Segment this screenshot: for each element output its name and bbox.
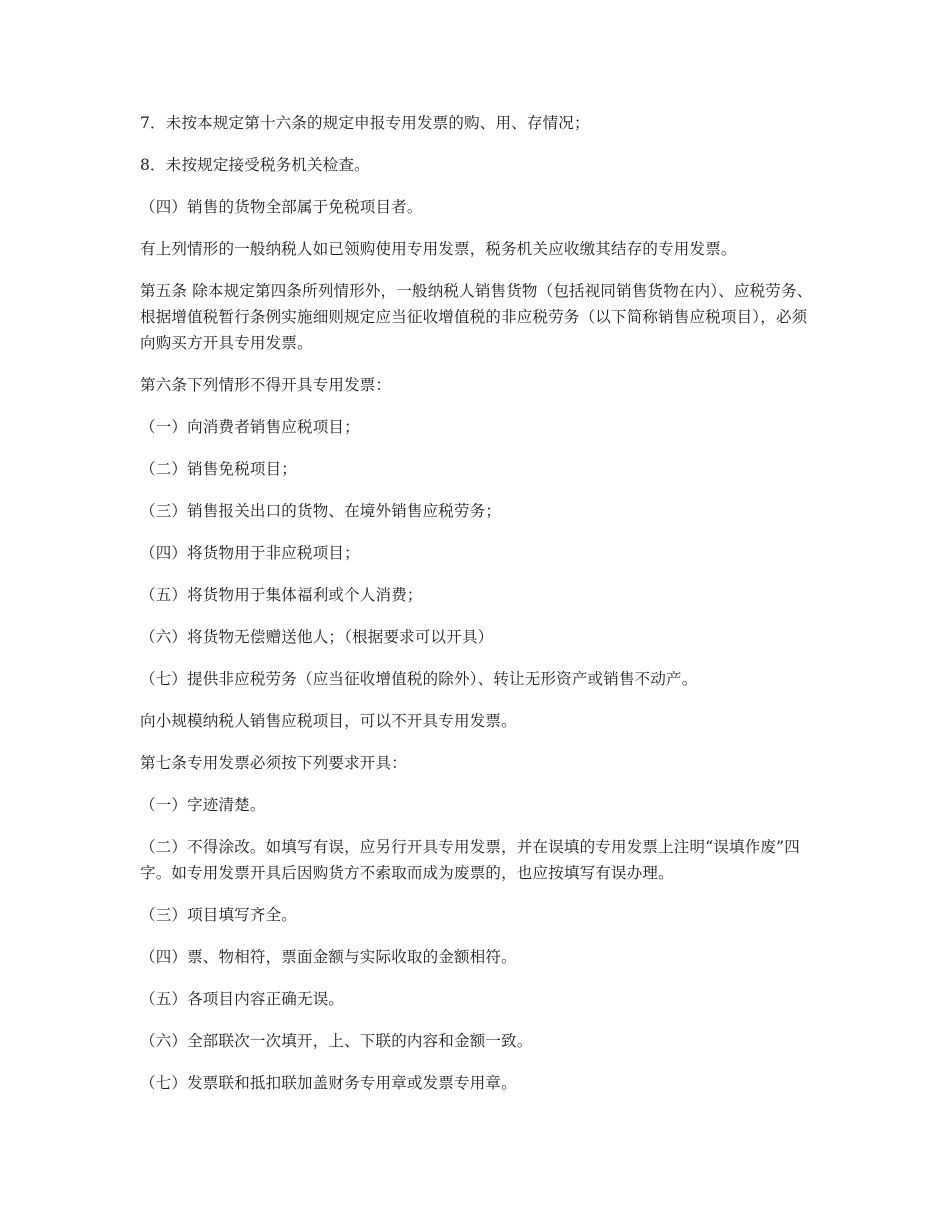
- paragraph-article-7-item-4: （四）票、物相符，票面金额与实际收取的金额相符。: [140, 948, 517, 966]
- paragraph-article-6-item-7: （七）提供非应税劳务（应当征收增值税的除外）、转让无形资产或销售不动产。: [140, 670, 698, 688]
- paragraph-article-6-item-1: （一）向消费者销售应税项目；: [140, 418, 360, 436]
- paragraph-summary: 有上列情形的一般纳税人如已领购使用专用发票，税务机关应收缴其结存的专用发票。: [140, 240, 737, 258]
- paragraph-article-6-item-3: （三）销售报关出口的货物、在境外销售应税劳务；: [140, 502, 502, 520]
- paragraph-article-6-item-5: （五）将货物用于集体福利或个人消费；: [140, 586, 423, 604]
- paragraph-article-7-heading: 第七条专用发票必须按下列要求开具：: [140, 754, 407, 772]
- paragraph-article-6-item-6: （六）将货物无偿赠送他人；（根据要求可以开具）: [140, 628, 494, 646]
- paragraph-article-5: 第五条 除本规定第四条所列情形外，一般纳税人销售货物（包括视同销售货物在内）、应税劳务、根据增值税暂行条例实施细则规定应当征收增值税的非应税劳务（以下简称销售应税项目），必须向购买方开具专用发票。: [140, 282, 813, 352]
- paragraph-article-7-item-5: （五）各项目内容正确无误。: [140, 990, 345, 1008]
- paragraph-article-7-item-3: （三）项目填写齐全。: [140, 906, 298, 924]
- paragraph-item-7: 7．未按本规定第十六条的规定申报专用发票的购、用、存情况；: [140, 114, 590, 132]
- paragraph-small-taxpayer: 向小规模纳税人销售应税项目，可以不开具专用发票。: [140, 712, 517, 730]
- paragraph-article-6-heading: 第六条下列情形不得开具专用发票：: [140, 376, 392, 394]
- paragraph-article-7-item-1: （一）字迹清楚。: [140, 796, 266, 814]
- paragraph-article-7-item-6: （六）全部联次一次填开，上、下联的内容和金额一致。: [140, 1032, 533, 1050]
- paragraph-article-7-item-7: （七）发票联和抵扣联加盖财务专用章或发票专用章。: [140, 1074, 517, 1092]
- paragraph-article-6-item-2: （二）销售免税项目；: [140, 460, 298, 478]
- paragraph-item-8: 8．未按规定接受税务机关检查。: [140, 156, 370, 174]
- document-body: [140, 110, 820, 1112]
- paragraph-article-7-item-2: （二）不得涂改。如填写有误，应另行开具专用发票，并在误填的专用发票上注明“误填作废”四字。如专用发票开具后因购货方不索取而成为废票的，也应按填写有误办理。: [140, 838, 800, 882]
- paragraph-article-6-item-4: （四）将货物用于非应税项目；: [140, 544, 360, 562]
- paragraph-clause-4: （四）销售的货物全部属于免税项目者。: [140, 198, 423, 216]
